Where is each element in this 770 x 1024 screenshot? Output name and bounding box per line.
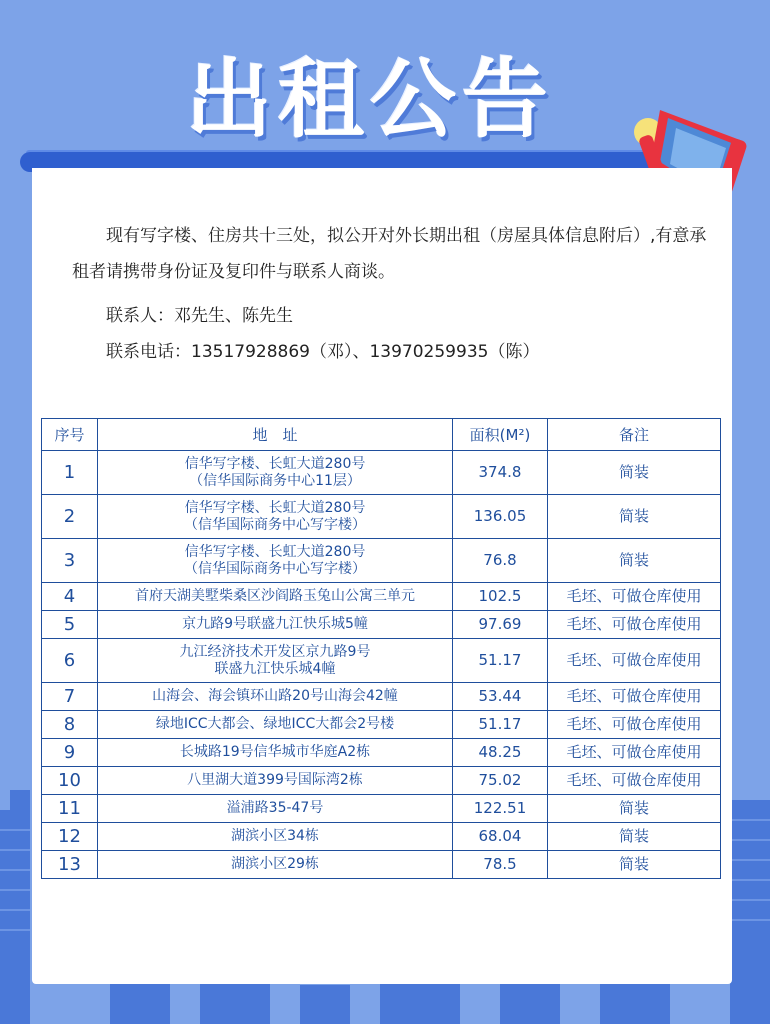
row-area: 97.69 — [453, 611, 548, 639]
notice-card — [32, 168, 732, 984]
row-area: 51.17 — [453, 711, 548, 739]
row-no: 1 — [42, 451, 98, 495]
row-area: 53.44 — [453, 683, 548, 711]
address-line-2: （信华国际商务中心写字楼） — [184, 560, 366, 577]
intro-paragraph: 现有写字楼、住房共十三处，拟公开对外长期出租（房屋具体信息附后）,有意承租者请携带身份证及复印件与联系人商谈。 — [72, 226, 707, 282]
row-area: 78.5 — [453, 851, 548, 879]
row-no: 9 — [42, 739, 98, 767]
row-note: 毛坯、可做仓库使用 — [548, 683, 721, 711]
row-no: 10 — [42, 767, 98, 795]
table-row — [42, 583, 721, 611]
row-no: 3 — [42, 539, 98, 583]
header-note: 备注 — [548, 419, 721, 451]
row-note: 简装 — [548, 495, 721, 539]
row-address: 首府天湖美墅柴桑区沙阎路玉兔山公寓三单元 — [98, 583, 453, 611]
row-address: 长城路19号信华城市华庭A2栋 — [98, 739, 453, 767]
row-no: 2 — [42, 495, 98, 539]
address-line-2: 联盛九江快乐城4幢 — [214, 660, 336, 677]
header-no: 序号 — [42, 419, 98, 451]
row-note: 简装 — [548, 851, 721, 879]
row-no: 6 — [42, 639, 98, 683]
row-area: 102.5 — [453, 583, 548, 611]
row-area: 76.8 — [453, 539, 548, 583]
row-address — [98, 451, 453, 495]
row-note: 简装 — [548, 539, 721, 583]
row-no: 8 — [42, 711, 98, 739]
property-table — [41, 418, 721, 879]
row-note: 简装 — [548, 451, 721, 495]
table-header-row — [42, 419, 721, 451]
row-note: 毛坯、可做仓库使用 — [548, 739, 721, 767]
row-area: 68.04 — [453, 823, 548, 851]
row-no: 5 — [42, 611, 98, 639]
table-row — [42, 795, 721, 823]
row-address — [98, 495, 453, 539]
row-note: 简装 — [548, 823, 721, 851]
row-area: 48.25 — [453, 739, 548, 767]
table-row — [42, 639, 721, 683]
row-no: 4 — [42, 583, 98, 611]
row-address: 湖滨小区34栋 — [98, 823, 453, 851]
table-row — [42, 851, 721, 879]
address-line-2: （信华国际商务中心11层） — [189, 472, 361, 489]
table-row — [42, 767, 721, 795]
row-no: 7 — [42, 683, 98, 711]
address-line-1: 九江经济技术开发区京九路9号 — [179, 643, 371, 660]
page-title: 出租公告 — [186, 50, 554, 150]
row-address: 绿地ICC大都会、绿地ICC大都会2号楼 — [98, 711, 453, 739]
row-address — [98, 639, 453, 683]
header-area: 面积(M²) — [453, 419, 548, 451]
header-address: 地 址 — [98, 419, 453, 451]
table-row — [42, 611, 721, 639]
row-address: 溢浦路35-47号 — [98, 795, 453, 823]
contact-persons: 联系人：邓先生、陈先生 — [106, 306, 293, 326]
row-area: 136.05 — [453, 495, 548, 539]
row-address: 京九路9号联盛九江快乐城5幢 — [98, 611, 453, 639]
row-area: 51.17 — [453, 639, 548, 683]
row-address: 山海会、海会镇环山路20号山海会42幢 — [98, 683, 453, 711]
table-row — [42, 711, 721, 739]
row-no: 11 — [42, 795, 98, 823]
row-address: 湖滨小区29栋 — [98, 851, 453, 879]
row-note: 毛坯、可做仓库使用 — [548, 767, 721, 795]
address-line-1: 信华写字楼、长虹大道280号 — [184, 455, 366, 472]
table-row — [42, 823, 721, 851]
table-row — [42, 495, 721, 539]
address-line-1: 信华写字楼、长虹大道280号 — [184, 543, 366, 560]
contact-phone: 联系电话：13517928869（邓）、13970259935（陈） — [106, 342, 540, 362]
table-row — [42, 451, 721, 495]
row-no: 12 — [42, 823, 98, 851]
notice-intro — [72, 218, 712, 370]
row-area: 374.8 — [453, 451, 548, 495]
row-note: 毛坯、可做仓库使用 — [548, 639, 721, 683]
address-line-2: （信华国际商务中心写字楼） — [184, 516, 366, 533]
row-area: 122.51 — [453, 795, 548, 823]
row-note: 毛坯、可做仓库使用 — [548, 711, 721, 739]
table-row — [42, 539, 721, 583]
row-note: 毛坯、可做仓库使用 — [548, 611, 721, 639]
row-address: 八里湖大道399号国际湾2栋 — [98, 767, 453, 795]
address-line-1: 信华写字楼、长虹大道280号 — [184, 499, 366, 516]
table-row — [42, 739, 721, 767]
table-row — [42, 683, 721, 711]
row-address — [98, 539, 453, 583]
row-no: 13 — [42, 851, 98, 879]
row-note: 毛坯、可做仓库使用 — [548, 583, 721, 611]
row-area: 75.02 — [453, 767, 548, 795]
row-note: 简装 — [548, 795, 721, 823]
